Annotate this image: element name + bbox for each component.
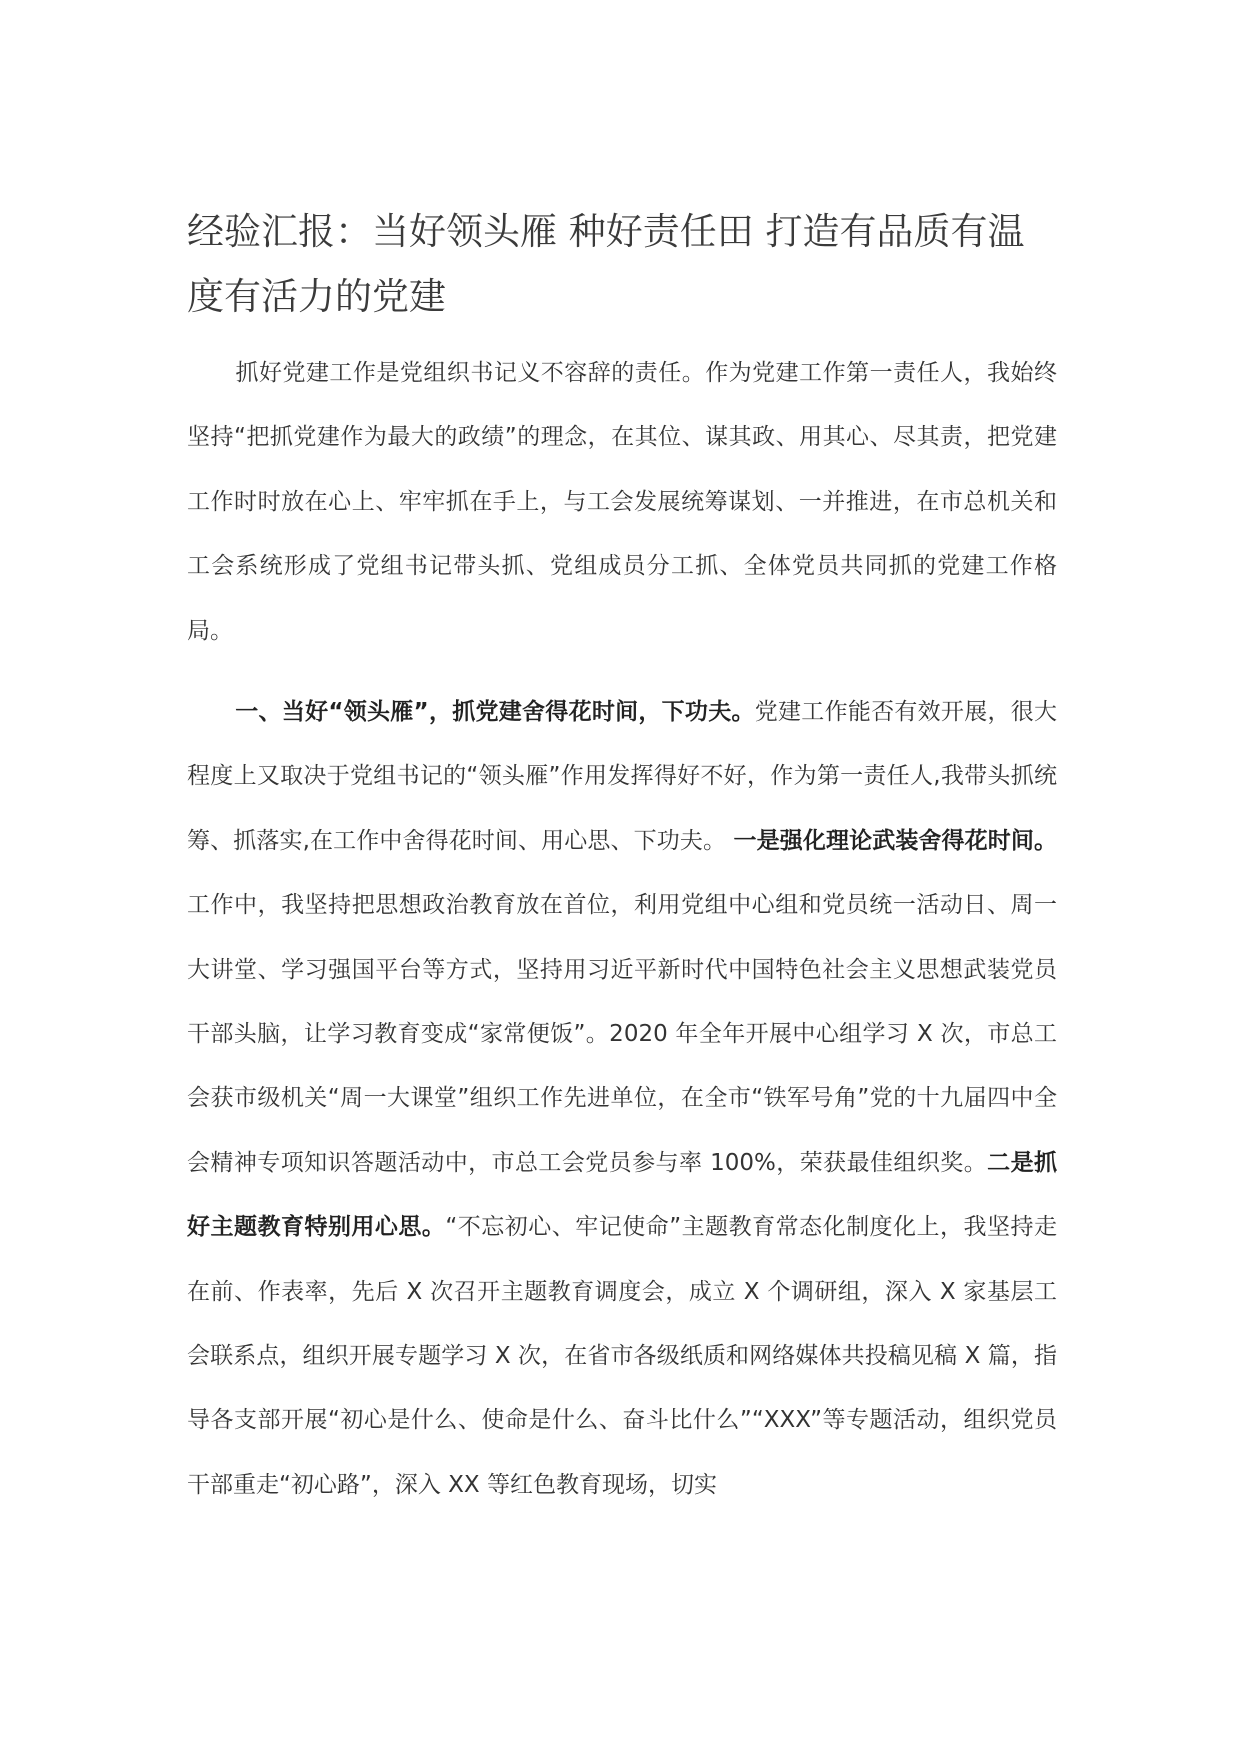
- document-title: 经验汇报：当好领头雁 种好责任田 打造有品质有温度有活力的党建: [187, 210, 1025, 318]
- section-one-paragraph: [187, 680, 1057, 1517]
- intro-paragraph: [187, 341, 1057, 663]
- section-one-heading: 一、当好“领头雁”，抓党建舍得花时间，下功夫。: [235, 699, 755, 725]
- point-two-heading: 二是抓好主题教育特别用心思。: [187, 1149, 1057, 1241]
- section-one-text-c: “不忘初心、牢记使命”主题教育常态化制度化上，我坚持走在前、作表率，先后 X 次召开主题教育调度会，成立 X 个调研组，深入 X 家基层工会联系点，组织开展专题学习 X 次，在省市各级纸质和网络媒体共投稿见稿 X 篇，指导各支部开展“初心是什么、使命是什么、奋斗比什么”“XXX”等专题活动，组织党员干部重走“初心路”，深入 XX 等红色教育现场，切实: [187, 1214, 1057, 1498]
- point-one-heading: 一是强化理论武装舍得花时间。: [733, 827, 1058, 854]
- section-one-text-b: 工作中，我坚持把思想政治教育放在首位，利用党组中心组和党员统一活动日、周一大讲堂、学习强国平台等方式，坚持用习近平新时代中国特色社会主义思想武装党员干部头脑，让学习教育变成“家常便饭”。2020 年全年开展中心组学习 X 次，市总工会获市级机关“周一大课堂”组织工作先进单位，在全市“铁军号角”党的十九届四中全会精神专项知识答题活动中，市总工会党员参与率 100%，荣获最佳组织奖。: [187, 892, 1057, 1176]
- section-one-text-a: 党建工作能否有效开展，很大程度上又取决于党组书记的“领头雁”作用发挥得好不好，作为第一责任人,我带头抓统筹、抓落实,在工作中舍得花时间、用心思、下功夫。: [187, 699, 1058, 854]
- intro-paragraph-text: 抓好党建工作是党组织书记义不容辞的责任。作为党建工作第一责任人，我始终坚持“把抓党建作为最大的政绩”的理念，在其位、谋其政、用其心、尽其责，把党建工作时时放在心上、牢牢抓在手上，与工会发展统筹谋划、一并推进，在市总机关和工会系统形成了党组书记带头抓、党组成员分工抓、全体党员共同抓的党建工作格局。: [187, 360, 1057, 644]
